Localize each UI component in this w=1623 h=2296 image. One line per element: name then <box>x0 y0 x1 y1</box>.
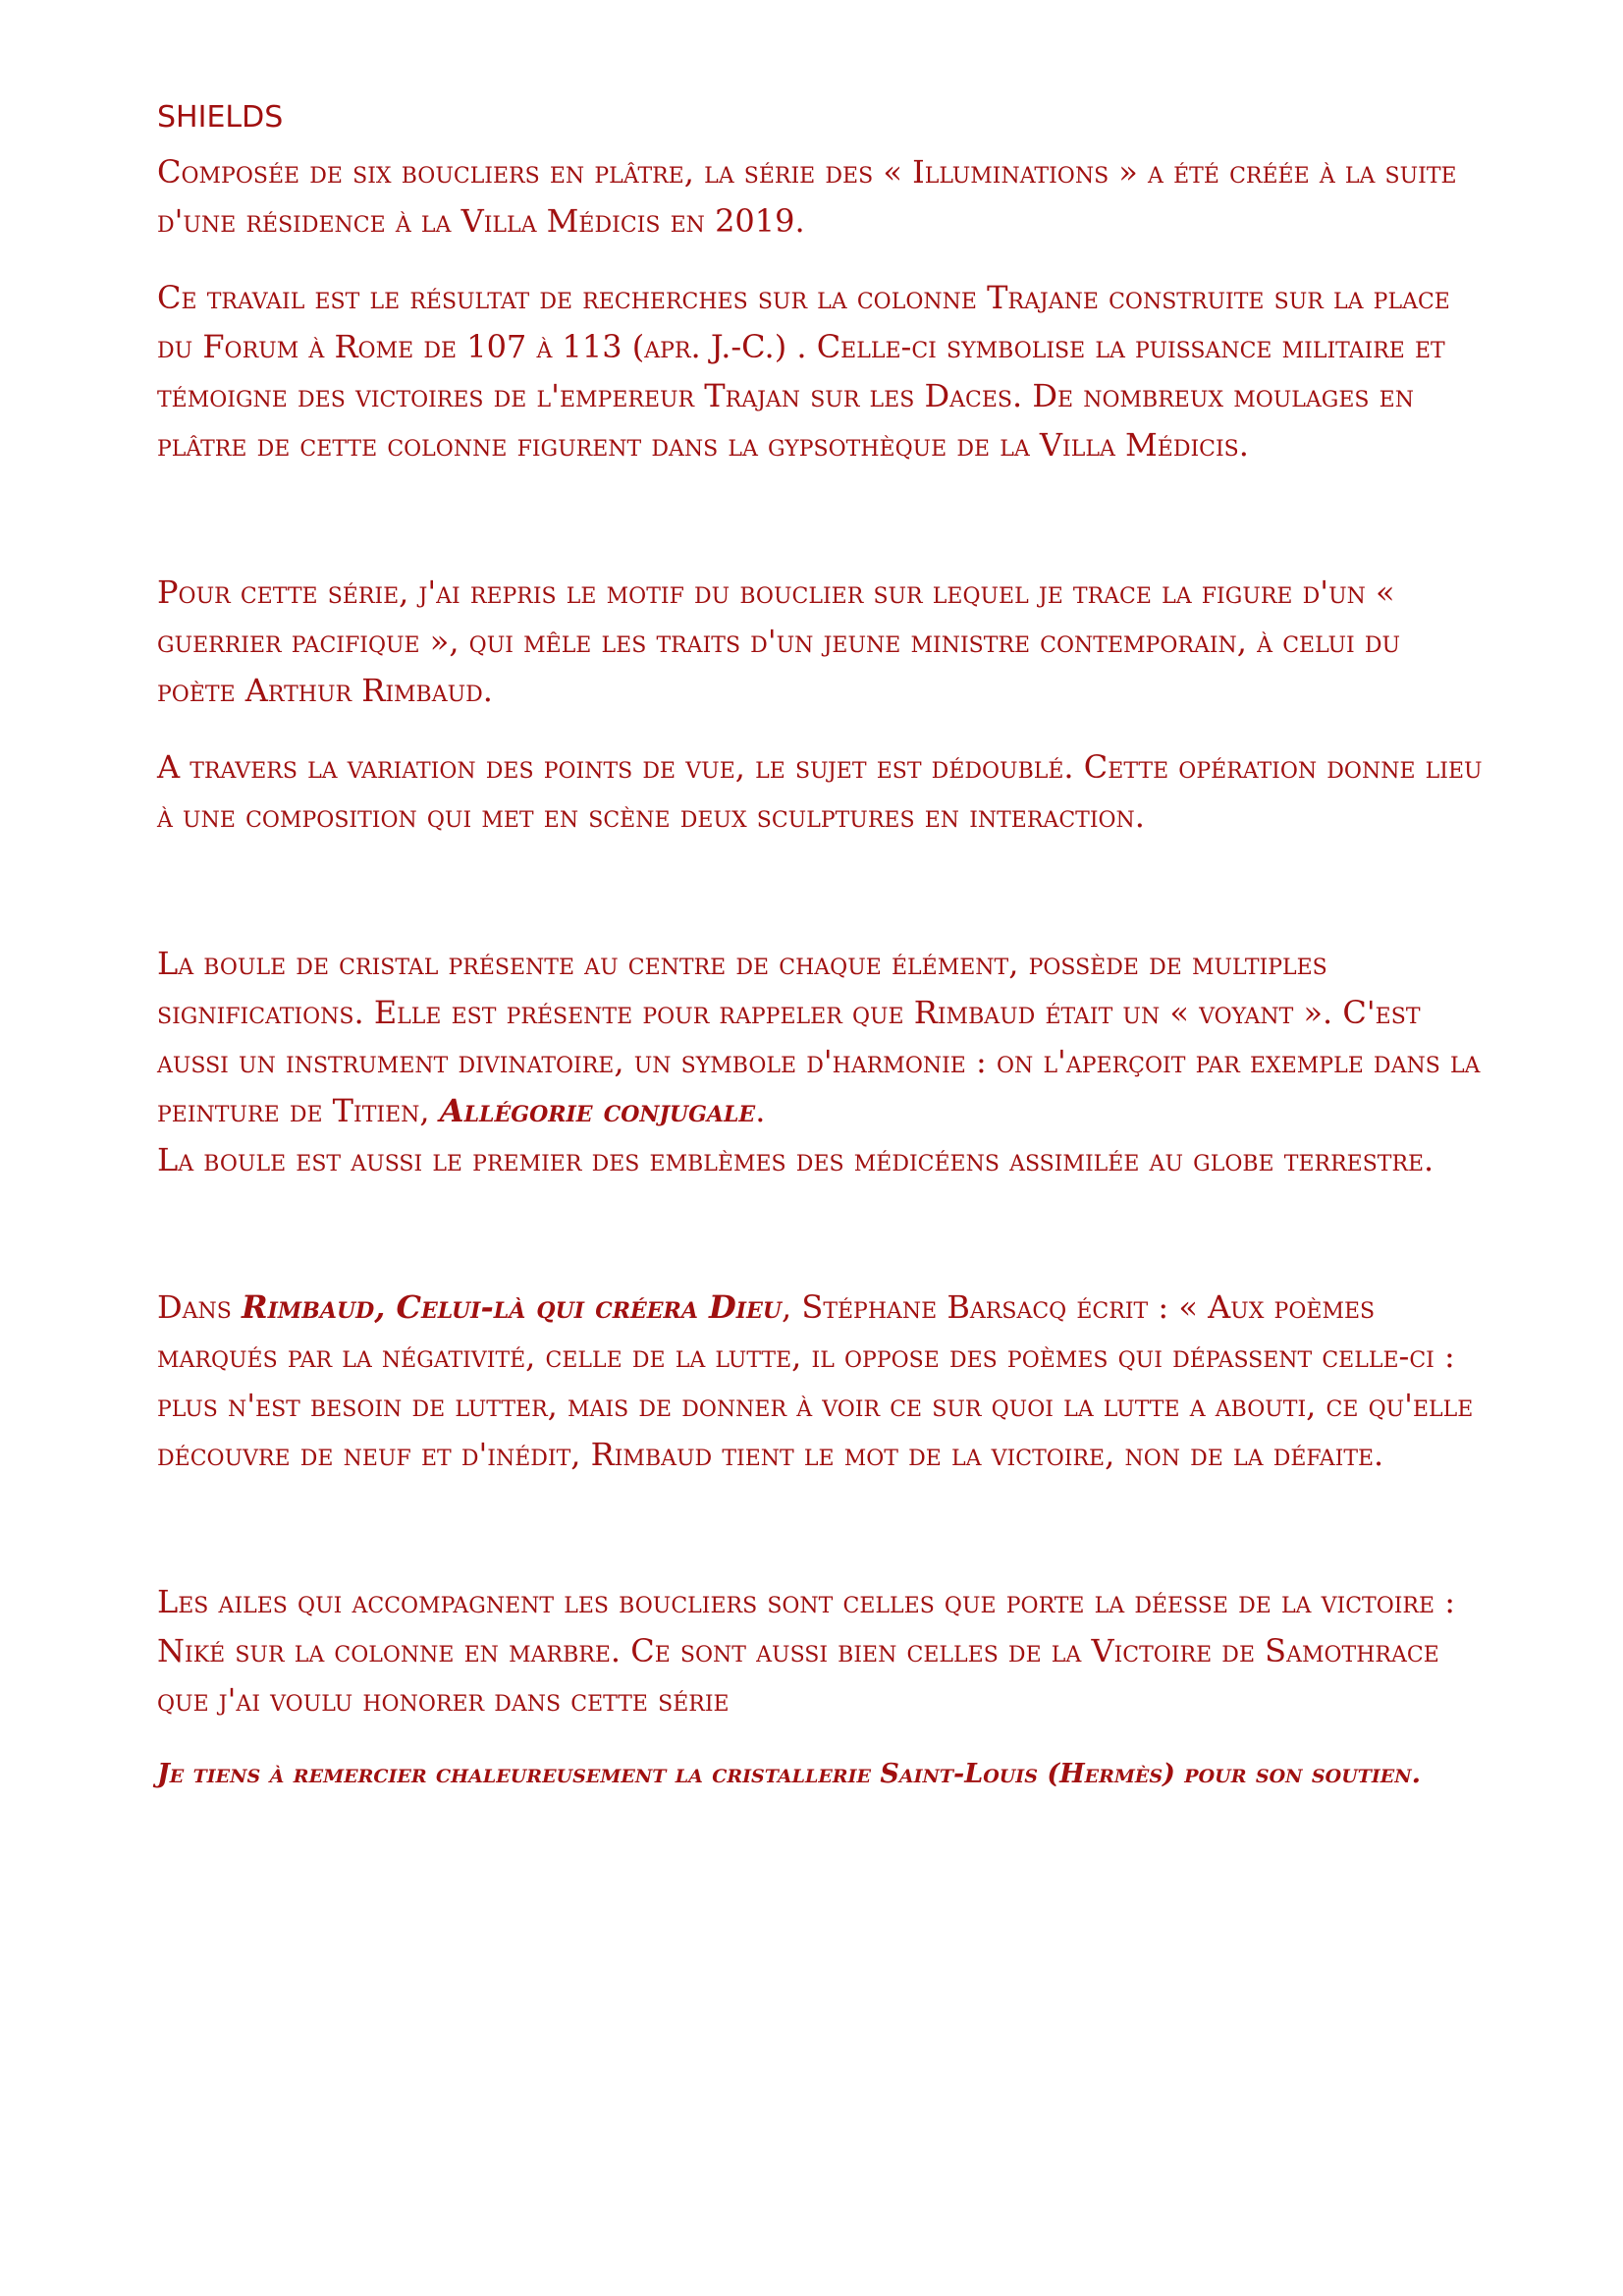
paragraph-colonne-trajane: Ce travail est le résultat de recherches sur la colonne Trajane construite sur la place du Forum à Rome de 107 à 113 (apr. J.-C.) . Celle-ci symbolise la puissance militaire et témoigne des victoires de l'empereur Trajan sur les Daces. De nombreux moulages en plâtre de cette colonne figurent dans la gypsothèque de la Villa Médicis. <box>157 279 1450 464</box>
paragraph-guerrier-pacifique: Pour cette série, j'ai repris le motif du bouclier sur lequel je trace la figure d'un « guerrier pacifique », qui mêle les traits d'un jeune ministre contemporain, à celui du poète Arthur Rimbaud. <box>157 574 1401 709</box>
paragraph-text: Dans <box>157 1288 243 1326</box>
paragraph-boule-de-cristal <box>157 939 1483 1184</box>
document-page <box>157 96 1483 1797</box>
acknowledgement: Je tiens à remercier chaleureusement la cristallerie Saint-Louis (Hermès) pour son soutien. <box>157 1759 1422 1789</box>
paragraph-intro: Composée de six boucliers en plâtre, la série des « Illuminations » a été créée à la suite d'une résidence à la Villa Médicis en 2019. <box>157 153 1457 240</box>
paragraph-text: La boule est aussi le premier des emblèmes des médicéens assimilée au globe terrestre. <box>157 1141 1434 1178</box>
paragraph-ailes: Les ailes qui accompagnent les boucliers sont celles que porte la déesse de la victoire : Niké sur la colonne en marbre. Ce sont aussi bien celles de la Victoire de Samothrace que j'ai voulu honorer dans cette série <box>157 1583 1456 1719</box>
paragraph-text: La boule de cristal présente au centre de chaque élément, possède de multiples significations. Elle est présente pour rappeler que Rimbaud était un « voyant ». C'est aussi un instrument divinatoire, un symbole d'harmonie : on l'aperçoit par exemple dans la peinture de Titien, <box>157 945 1481 1129</box>
paragraph-text: . <box>755 1092 766 1129</box>
artwork-title: Allégorie conjugale <box>439 1092 756 1129</box>
paragraph-text: , Stéphane Barsacq écrit : « Aux poèmes marqués par la négativité, celle de la lutte, il oppose des poèmes qui dépassent celle-ci : plus n'est besoin de lutter, mais de donner à voir ce sur quoi la lutte a abouti, ce qu'elle découvre de neuf et d'inédit, Rimbaud tient le mot de la victoire, non de la défaite. <box>157 1288 1474 1473</box>
page-heading: SHIELDS <box>157 100 284 135</box>
book-title: Rimbaud, Celui-là qui créera Dieu <box>242 1288 783 1326</box>
paragraph-points-de-vue: A travers la variation des points de vue, le sujet est dédoublé. Cette opération donne lieu à une composition qui met en scène deux sculptures en interaction. <box>157 748 1483 835</box>
paragraph-barsacq-quote <box>157 1283 1483 1479</box>
